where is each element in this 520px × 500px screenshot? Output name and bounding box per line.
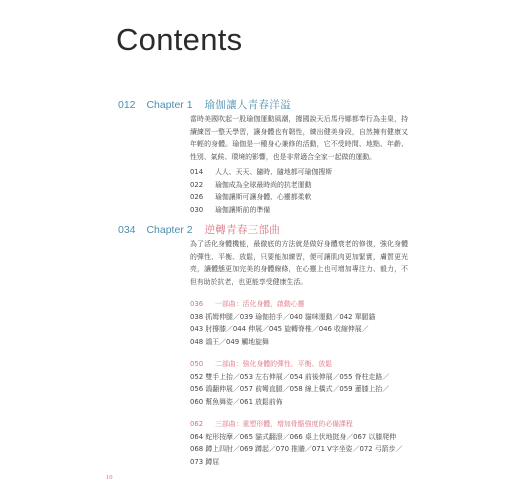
section-1-item: 038 抓姆伸腿／039 瑜伽拍手／040 貓咪運動／042 單腿貓 bbox=[190, 312, 376, 321]
chapter-2-label: Chapter 2 bbox=[146, 224, 193, 236]
section-2-item: 056 鴿翻伸展／057 前彎直腿／058 線上橋式／059 蓮膝上抬／ bbox=[190, 385, 390, 393]
section-2[interactable]: 050 二部曲：強化身體的彈性、平衡、放鬆 052 雙手上抬／053 左右伸展／054 前後伸展／055 脊柱走路／ 056 鴿翻伸展／057 前彎直腿／058 線上橋式／059 蓮膝上抬／ 060 幫魚舞姿／061 放鬆前佈 bbox=[190, 358, 408, 408]
page-number: 10 bbox=[106, 474, 113, 481]
chapter-2-body bbox=[190, 238, 408, 468]
chapter-1-list bbox=[190, 166, 408, 216]
section-2-label: 二部曲：強化身體的彈性、平衡、放鬆 bbox=[215, 360, 333, 368]
section-2-item: 052 雙手上抬／053 左右伸展／054 前後伸展／055 脊柱走路／ bbox=[190, 372, 390, 381]
section-3-item: 064 蛇形按摩／065 貓式翻滾／066 桌上伏地挺身／067 以膝爬伸 bbox=[190, 432, 397, 441]
chapter-2-page: 034 bbox=[118, 224, 136, 236]
section-3[interactable]: 062 三部曲：重塑形體，增加骨骼強度的必備課程 064 蛇形按摩／065 貓式翻滾／066 桌上伏地挺身／067 以膝爬伸 068 蹲上四肘／069 蹲起／070 推牆／071 V字坐姿／072 弓箭步／ 073 蹲屈 bbox=[190, 418, 408, 468]
chapter-1-page: 012 bbox=[118, 99, 136, 111]
section-3-item: 068 蹲上四肘／069 蹲起／070 推牆／071 V字坐姿／072 弓箭步／ bbox=[190, 445, 403, 453]
chapter-2-heading[interactable] bbox=[118, 222, 280, 237]
chapter-1-label: Chapter 1 bbox=[146, 99, 193, 111]
chapter-1-intro: 當時美國吹起一股瑜伽運動風潮，據國說天后馬丹娜都奉行為圭臬，持續練習一整天學習，讓身體也有韌性，練出健美身段，自然擁有健康又年輕的身體。瑜伽是一種身心兼修的活動，它不受時間、地點、年齡、性別、氣候、環境的影響，也是非常適合全家一起做的運動。 bbox=[190, 115, 408, 161]
chapter-2-intro: 為了活化身體機能，最徹底的方法就是做好身體衰老的修復，強化身體的彈性、平衡、放鬆，只要能加練習，便可讓肌肉更加緊實，膚質更光亮，讓體態更加完美的身體線條，在心靈上也可增加專注力、毅力，不但有助於抗老，也更能享受健康生活。 bbox=[190, 240, 408, 286]
chapter-1-heading[interactable] bbox=[118, 97, 291, 112]
section-1[interactable]: 036 一部曲：活化身體，啟動心靈 038 抓姆伸腿／039 瑜伽拍手／040 貓咪運動／042 單腿貓 043 肘撐膝／044 伸展／045 旋轉脊椎／046 收縮伸展／ 048 鴿王／049 觸地旋舞 bbox=[190, 298, 408, 348]
list-item[interactable]: 022 瑜伽成為全球最時尚的抗老運動 bbox=[190, 180, 312, 189]
section-2-item: 060 幫魚舞姿／061 放鬆前佈 bbox=[190, 397, 283, 406]
section-1-item: 048 鴿王／049 觸地旋舞 bbox=[190, 337, 269, 346]
list-item[interactable]: 026 瑜伽讓斯可讓身體、心靈都柔軟 bbox=[190, 193, 312, 201]
chapter-1-body bbox=[190, 113, 408, 216]
section-1-item: 043 肘撐膝／044 伸展／045 旋轉脊椎／046 收縮伸展／ bbox=[190, 325, 369, 333]
section-3-label: 三部曲：重塑形體，增加骨骼強度的必備課程 bbox=[215, 420, 353, 428]
section-1-label: 一部曲：活化身體，啟動心靈 bbox=[215, 300, 305, 308]
list-item[interactable]: 014 人人、天天、隨時、隨地都可瑜伽搜斯 bbox=[190, 168, 333, 176]
page-title: Contents bbox=[116, 22, 243, 57]
list-item[interactable]: 030 瑜伽讓斯前的準備 bbox=[190, 205, 271, 214]
section-3-item: 073 蹲屈 bbox=[190, 457, 220, 466]
chapter-1-title: 瑜伽讓人青春洋溢 bbox=[204, 99, 291, 111]
chapter-2-title: 逆轉青春三部曲 bbox=[204, 224, 281, 236]
